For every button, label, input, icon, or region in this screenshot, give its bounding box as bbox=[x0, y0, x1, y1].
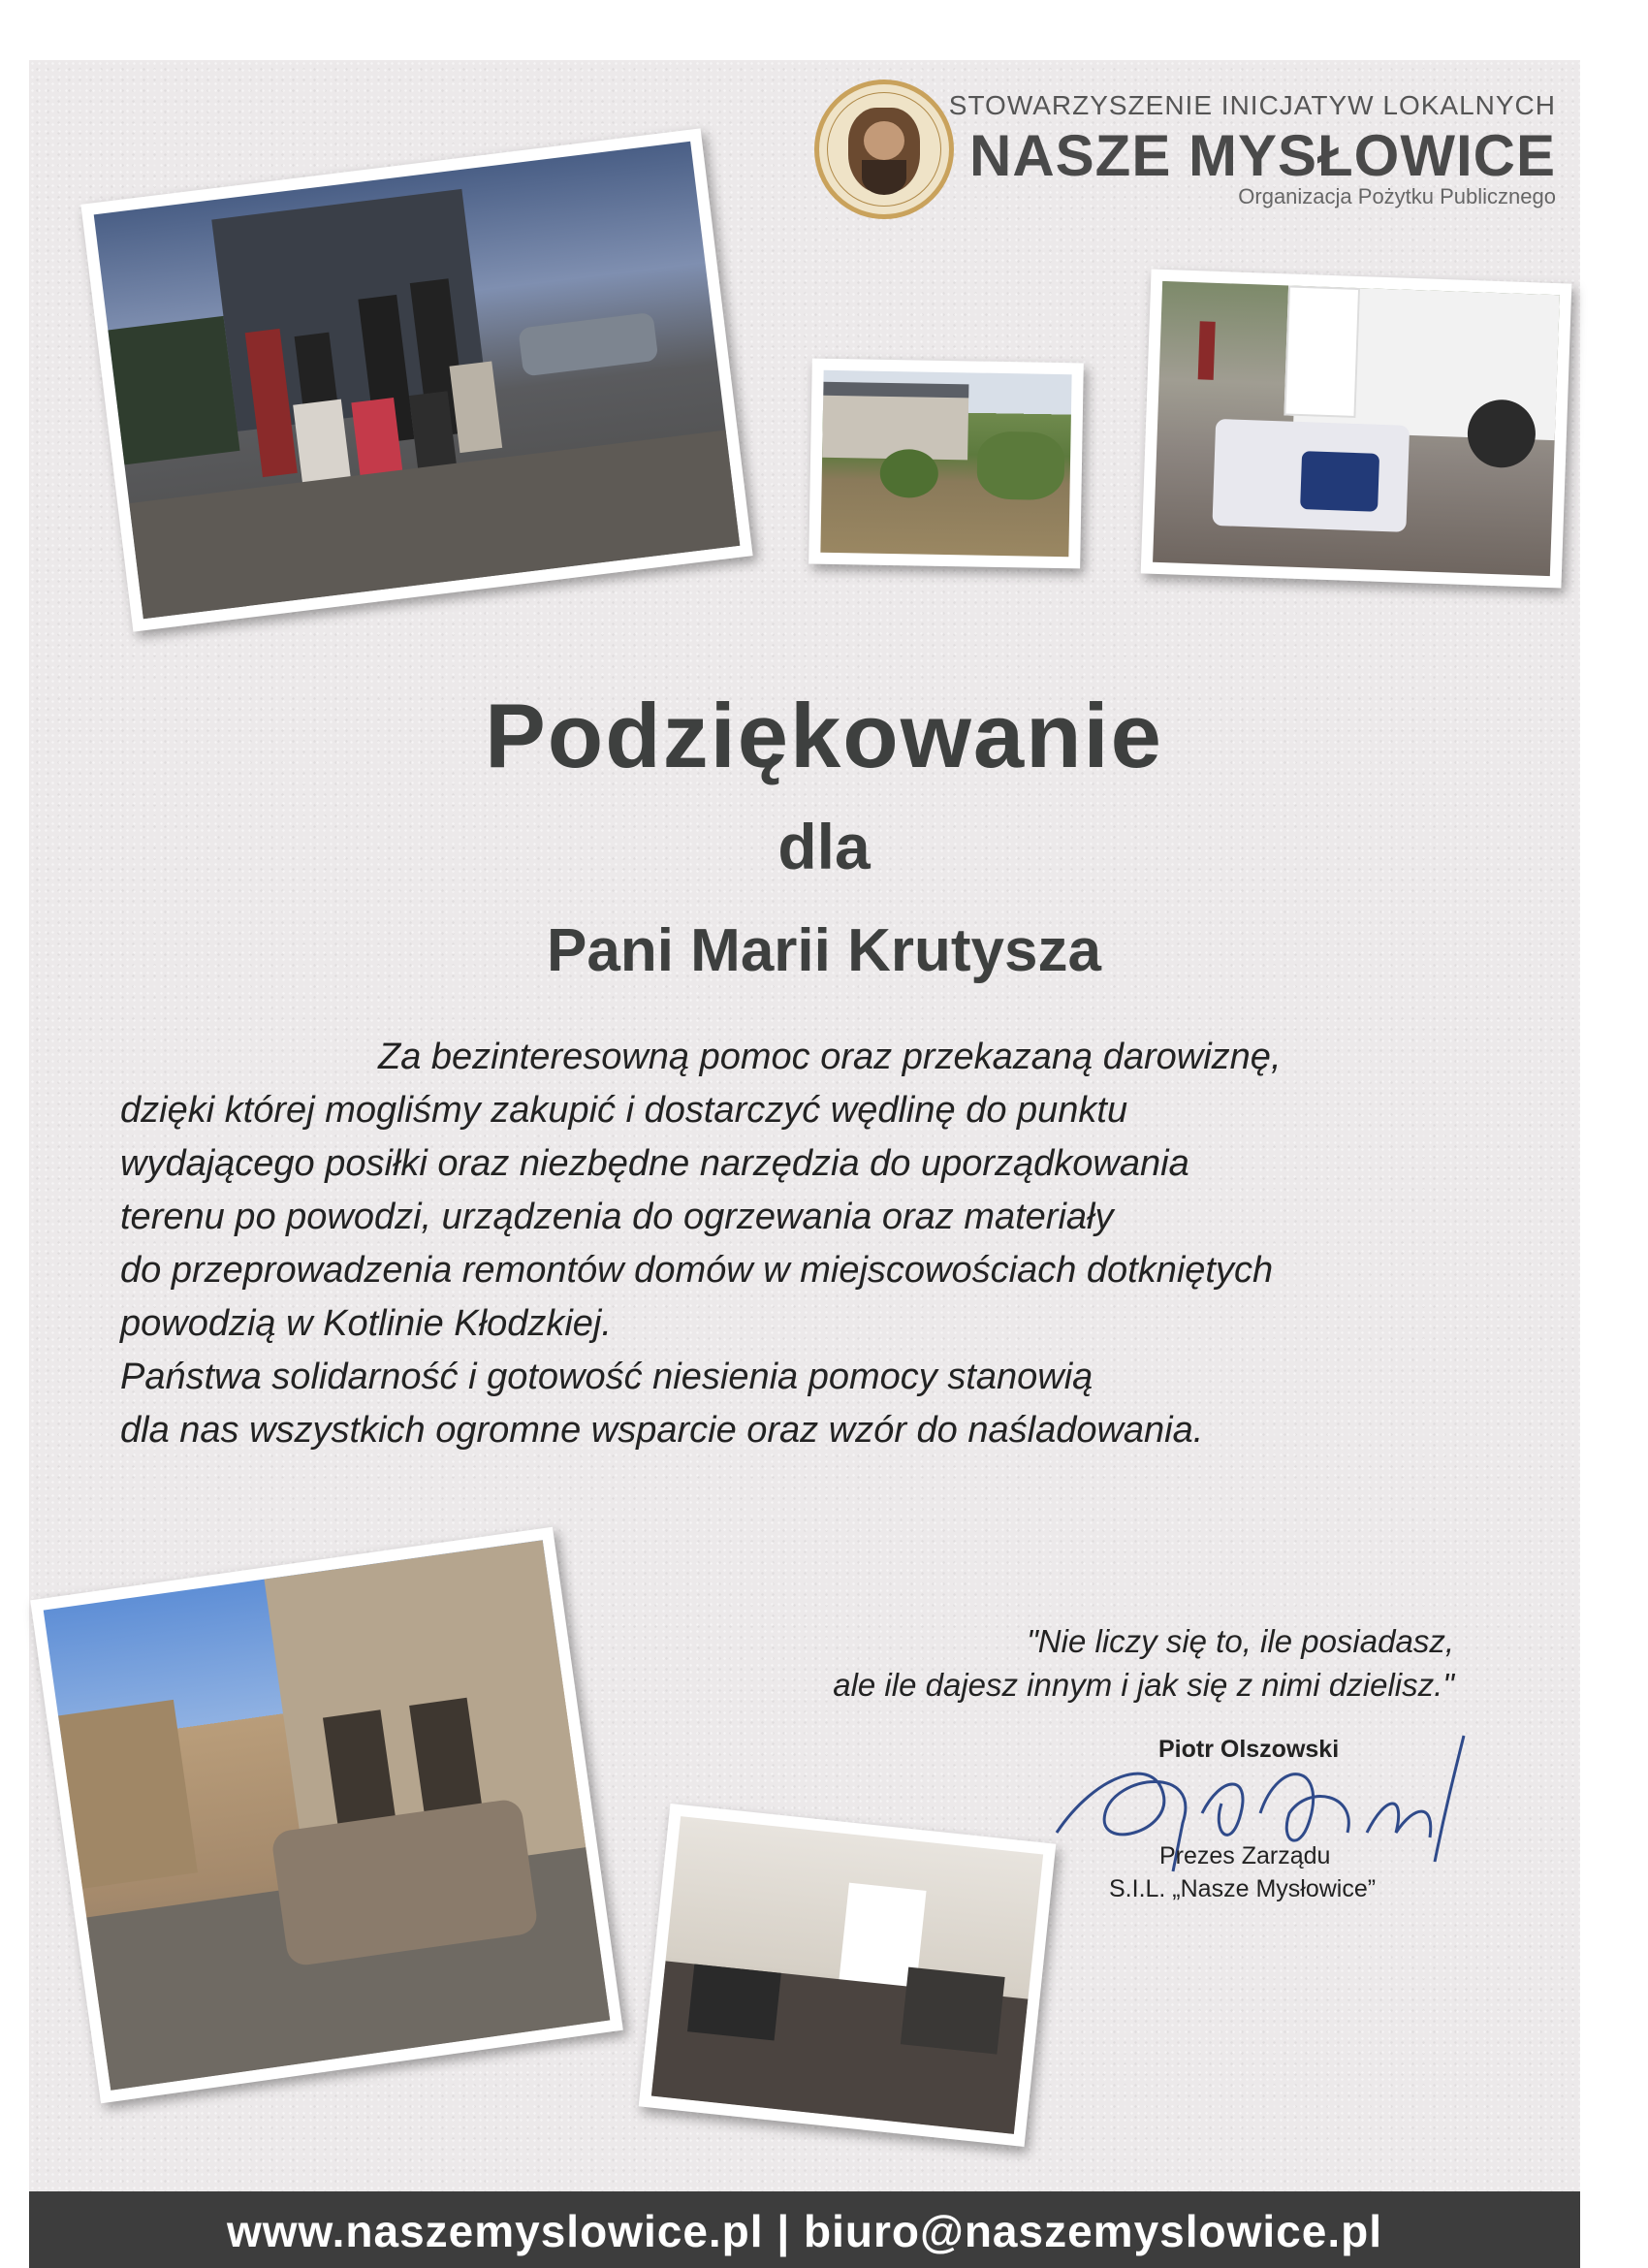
quote-line: "Nie liczy się to, ile posiadasz, bbox=[1027, 1623, 1454, 1659]
org-name: NASZE MYSŁOWICE bbox=[968, 123, 1556, 188]
photo-damaged-interior bbox=[639, 1804, 1057, 2147]
photo-donations-truck bbox=[1141, 270, 1572, 589]
footer-bar bbox=[29, 2191, 1580, 2268]
body-line: dla nas wszystkich ogromne wsparcie oraz wzór do naśladowania. bbox=[120, 1410, 1204, 1451]
quote bbox=[833, 1619, 1454, 1707]
photo-flooded-village bbox=[808, 359, 1084, 569]
photo-volunteers-truck bbox=[80, 128, 752, 631]
signer-name: Piotr Olszowski bbox=[1158, 1736, 1340, 1763]
body-line: powodzią w Kotlinie Kłodzkiej. bbox=[120, 1303, 612, 1344]
recipient-name: Pani Marii Krutysza bbox=[547, 917, 1101, 984]
org-subtitle: Organizacja Pożytku Publicznego bbox=[1238, 184, 1556, 208]
certificate-title: Podziękowanie bbox=[485, 685, 1163, 786]
signer-role: Prezes Zarządu bbox=[1159, 1842, 1331, 1869]
body-line: wydającego posiłki oraz niezbędne narzędzia do uporządkowania bbox=[120, 1143, 1189, 1184]
body-line: Za bezinteresowną pomoc oraz przekazaną darowiznę, bbox=[378, 1037, 1282, 1077]
footer-contact: www.naszemyslowice.pl | biuro@naszemyslowice.pl bbox=[226, 2206, 1383, 2256]
body-line: do przeprowadzenia remontów domów w miejscowościach dotkniętych bbox=[120, 1250, 1274, 1291]
org-line1: STOWARZYSZENIE INICJATYW LOKALNYCH bbox=[948, 90, 1556, 120]
quote-line: ale ile dajesz innym i jak się z nimi dzielisz." bbox=[833, 1667, 1454, 1703]
organization-logo bbox=[814, 80, 954, 219]
body-line: Państwa solidarność i gotowość niesienia pomocy stanowią bbox=[120, 1357, 1093, 1397]
photo-damaged-street bbox=[30, 1527, 623, 2104]
certificate-for: dla bbox=[777, 811, 871, 882]
certificate-body bbox=[120, 1031, 1516, 1457]
signer-organization: S.I.L. „Nasze Mysłowice” bbox=[1109, 1875, 1377, 1902]
body-line: terenu po powodzi, urządzenia do ogrzewania oraz materiały bbox=[120, 1197, 1114, 1237]
body-line: dzięki której mogliśmy zakupić i dostarczyć wędlinę do punktu bbox=[120, 1090, 1128, 1131]
